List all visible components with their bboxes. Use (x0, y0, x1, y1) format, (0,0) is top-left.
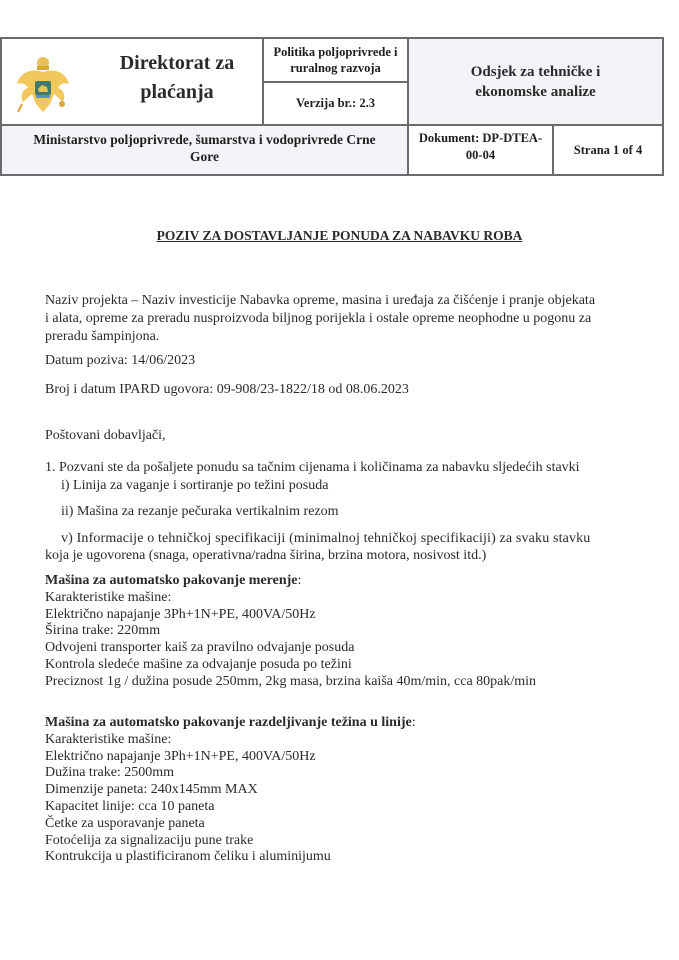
item-ii: ii) Mašina za rezanje pečuraka vertikalnim rezom (61, 504, 339, 519)
machine2-heading-text: Mašina za automatsko pakovanje razdeljivanje težina u linije (45, 715, 412, 730)
spec-line: Kapacitet linije: cca 10 paneta (45, 798, 215, 814)
machine1-heading (45, 573, 536, 590)
document-number-line2: 00-04 (465, 148, 496, 162)
document-header-table (0, 37, 664, 176)
policy-line1: Politika poljoprivrede i (273, 45, 398, 59)
project-line: preradu šampinjona. (45, 329, 160, 344)
project-description (45, 292, 595, 346)
ministry-cell (2, 124, 407, 174)
spec-line: Karakteristike mašine: (45, 731, 172, 747)
department-line2: ekonomske analize (475, 83, 596, 100)
spec-line: Kontrola sledeće mašine za odvajanje posuda po težini (45, 656, 352, 672)
invitation-date: Datum poziva: 14/06/2023 (45, 353, 196, 368)
ministry-line2: Gore (189, 149, 219, 164)
spec-line: Električno napajanje 3Ph+1N+PE, 400VA/50Hz (45, 606, 316, 622)
item-i: i) Linija za vaganje i sortiranje po težini posuda (61, 478, 329, 493)
colon: : (297, 573, 302, 588)
directorate-title (92, 49, 262, 107)
machine1-spec (45, 573, 536, 691)
machine1-heading-text: Mašina za automatsko pakovanje merenje (45, 573, 298, 588)
item-v-line1: v) Informacije o tehničkoj specifikaciji (minimalnoj tehničkoj specifikaciji) za svaku stavku (61, 531, 591, 546)
spec-line: Karakteristike mašine: (45, 589, 172, 605)
document-title: POZIV ZA DOSTAVLJANJE PONUDA ZA NABAVKU ROBA (156, 228, 523, 243)
project-line: Naziv projekta – Naziv investicije Nabavka opreme, masina i uređaja za čišćenje i pranje objekata (45, 293, 596, 308)
policy-line2: ruralnog razvoja (290, 61, 381, 75)
department-line1: Odsjek za tehničke i (470, 63, 601, 80)
spec-line: Širina trake: 220mm (45, 623, 161, 639)
ministry-line1: Ministarstvo poljoprivrede, šumarstva i vodoprivrede Crne (33, 132, 376, 147)
machine2-heading (45, 715, 416, 732)
spec-line: Kontrukcija u plastificiranom čeliku i aluminijumu (45, 849, 331, 865)
logo-cell (2, 39, 262, 124)
department-cell (407, 39, 662, 124)
document-number-cell (407, 124, 552, 174)
page-number-cell (552, 124, 662, 174)
policy-cell (262, 39, 407, 83)
spec-line: Fotoćelija za signalizaciju pune trake (45, 832, 254, 848)
spec-line: Četke za usporavanje paneta (45, 815, 205, 831)
document-number-line1: Dokument: DP-DTEA- (418, 131, 543, 145)
greeting: Poštovani dobavljači, (45, 428, 166, 443)
version-cell (262, 83, 407, 124)
page-number: Strana 1 of 4 (573, 142, 643, 157)
machine2-spec (45, 715, 416, 866)
spec-line: Dimenzije paneta: 240x145mm MAX (45, 782, 258, 798)
colon: : (411, 715, 416, 730)
directorate-title-line2: plaćanja (140, 81, 214, 103)
directorate-title-line1: Direktorat za (119, 52, 235, 74)
spec-line: Električno napajanje 3Ph+1N+PE, 400VA/50Hz (45, 748, 316, 764)
montenegro-coat-of-arms-icon (14, 54, 72, 116)
version-label: Verzija br.: 2.3 (296, 96, 375, 110)
spec-line: Dužina trake: 2500mm (45, 765, 175, 781)
project-line: i alata, opreme za preradu nusproizvoda biljnog porijekla i ostale opreme neophodne u pogonu za (45, 311, 592, 326)
item-v-line2: koja je ugovorena (snaga, operativna/radna širina, brzina motora, nosivost itd.) (45, 548, 487, 563)
spec-line: Odvojeni transporter kaiš za pravilno odvajanje posuda (45, 640, 355, 656)
ipard-contract: Broj i datum IPARD ugovora: 09-908/23-1822/18 od 08.06.2023 (45, 382, 409, 397)
spec-line: Preciznost 1g / dužina posude 250mm, 2kg masa, brzina kaiša 40m/min, cca 80pak/min (45, 673, 537, 689)
item1-intro: 1. Pozvani ste da pošaljete ponudu sa tačnim cijenama i količinama za nabavku sljedećih stavki (45, 460, 580, 475)
